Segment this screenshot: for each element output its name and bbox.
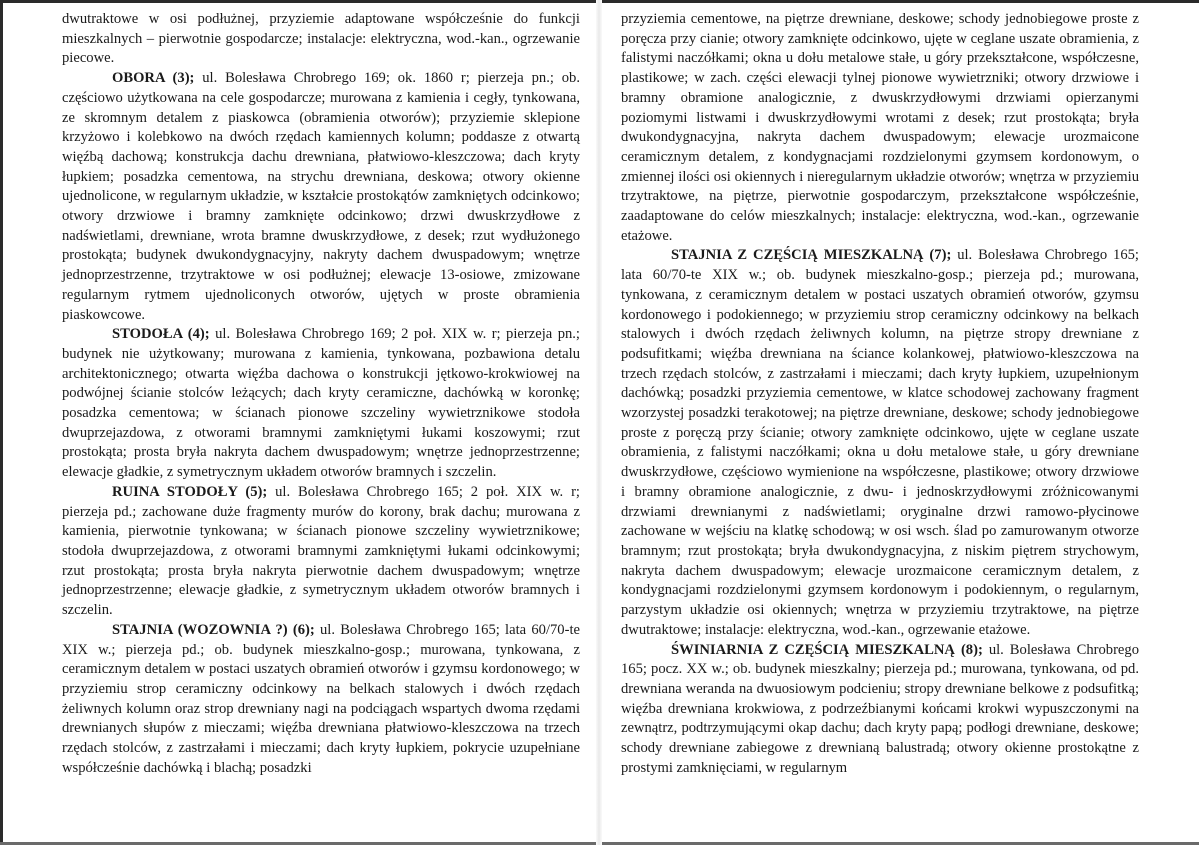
entry-body: ul. Bolesława Chrobrego 165; lata 60/70-te XIX w.; pierzeja pd.; ob. budynek mieszkalno-gosp.; murowana, tynkowana, z ceramicznym detalem w postaci uszatych obramień otworów i gzymsu kordonowego; w przyziemiu strop ceramiczny odcinkowy na belkach stalowych i dwóch rzędach żeliwnych kolumn oraz strop drewniany nagi na podciągach wspartych dwoma rzędami drewnianych słupów z mieczami; więźba drewniana płatwiowo-kleszczowa na trzech rzędach stolców, z zastrzałami i mieczami; dach kryty łupkiem, pokrycie uzupełniane współcześnie dachówką i blachą; posadzki [62,621,580,776]
entry-heading: STAJNIA Z CZĘŚCIĄ MIESZKALNĄ (7); [671,247,952,264]
entry-heading: ŚWINIARNIA Z CZĘŚCIĄ MIESZKALNĄ (8); [671,641,983,658]
entry-heading: STODOŁA (4); [112,326,210,343]
left-page-column [62,10,580,778]
entry-body: ul. Bolesława Chrobrego 165; lata 60/70-te XIX w.; ob. budynek mieszkalno-gosp.; pierzeja pd.; murowana, tynkowana, z ceramicznym detalem w postaci uszatych obramień otworów, gzymsu kordonowego i podokiennego; w przyziemiu strop ceramiczny odcinkowy na belkach stalowych i dwóch rzędach żeliwnych kolumn, na piętrze stropy drewniane z podsufitkami; więźba drewniana na ściance kolankowej, płatwiowo-kleszczowa na trzech rzędach stolców, z zastrzałami i mieczami; dach kryty łupkiem, uzupełnionym dachówką; posadzki przyziemia cementowe, w klatce schodowej zachowany fragment wzorzystej posadzki terakotowej; na piętrze drewniane, deskowe; schody jednobiegowe proste z poręczą przy ścianie; otwory zamknięte odcinkowo, ujęte w ceglane uszate obramienia, z falistymi naczółkami; okna u dołu metalowe stałe, u góry drewniane dwuskrzydłowe, częściowo wymienione na współczesne, plastikowe; otwory drzwiowe i bramny obramione analogicznie, z dwu- i jednoskrzydłowymi zróżnicowanymi drzwiami drewnianymi z nadświetlami; oryginalne drzwi ramowo-płycinowe zachowane w wejściu na klatkę schodową; w osi wsch. ślad po zamurowanym otworze bramnym; rzut prostokąta; bryła dwukondygnacyjna, z niskim piętrem strychowym, nakryta dachem dwuspadowym; elewacje urozmaicone ceramicznym detalem, z kondygnacjami rozdzielonymi gzymsem kordonowym i podokiennym, o regularnym, parzystym układzie osi okiennych; wnętrza w przyziemiu trzytraktowe, na piętrze dwutraktowe; instalacje: elektryczna, wod.-kan., ogrzewanie etażowe. [621,247,1139,638]
entry-body: ul. Bolesława Chrobrego 165; pocz. XX w.; ob. budynek mieszkalny; pierzeja pd.; murowana, tynkowana, od pd. drewniana weranda na dwuosiowym podcieniu; stropy drewniane belkowe z podsufitką; więźba drewniana krokwiowa, z podrzeźbianymi końcami krokwi wypuszczonymi na zewnątrz, podtrzymującymi okap dachu; dach kryty papą; podłogi drewniane, deskowe; schody drewniane zabiegowe z drewnianą balustradą; otwory okienne prostokątne z prostymi zamknięciami, w regularnym [621,641,1139,776]
entry-stajnia-wozownia [62,621,580,779]
entry-obora [62,69,580,325]
entry-heading: RUINA STODOŁY (5); [112,483,268,500]
right-intro-paragraph: przyziemia cementowe, na piętrze drewniane, deskowe; schody jednobiegowe proste z poręcza przy cianie; otwory zamknięte odcinkowo, ujęte w ceglane uszate obramienia, z falistymi naczółkami; okna u dołu metalowe stałe, u góry przekształcone, współczesne, plastikowe; w zach. części elewacji tylnej pionowe wywietrzniki; otwory drzwiowe i bramny obramione analogicznie, z dwuskrzydłowymi drzwiami opierzanymi poziomymi listwami i dwuskrzydłowymi wrotami z desek; rzut prostokąta; bryła dwukondygnacyjna, nakryta dachem dwuspadowym; elewacje urozmaicone ceramicznym detalem, z kondygnacjami rozdzielonymi gzymsem kordonowym, o zmiennej ilości osi okiennych i nieregularnym układzie otworów; wnętrza w przyziemiu trzytraktowe, na piętrze, pierwotnie gospodarczym, przekształcone współcześnie, zaadaptowane do celów mieszkalnych; instalacje: elektryczna, wod.-kan., ogrzewanie etażowe. [621,11,1139,244]
page-gutter [596,0,602,845]
entry-stodola [62,325,580,483]
entry-heading: STAJNIA (WOZOWNIA ?) (6); [112,621,315,638]
entry-body: ul. Bolesława Chrobrego 165; 2 poł. XIX w. r; pierzeja pd.; zachowane duże fragmenty murów do korony, brak dachu; murowana z kamienia, pierwotnie tynkowana; w ścianach pionowe szczeliny wywietrznikowe; stodoła dwuprzejazdowa, z otworami bramnymi zamkniętymi łukami odcinkowymi; rzut prostokąta; prosta bryła nakryta pierwotnie dachem dwuspadowym; wnętrze jednoprzestrzenne; elewacje gładkie, z symetrycznym układem otworów bramnych i szczelin. [62,483,580,619]
entry-body: ul. Bolesława Chrobrego 169; 2 poł. XIX w. r; pierzeja pn.; budynek nie użytkowany; murowana z kamienia, tynkowana, pozbawiona detalu architektonicznego; otwarta więźba dachowa o konstrukcji jętkowo-krokwiowej na podwójnej ścianie stolców leżących; dach kryty ceramiczne, dachówką w koronkę; posadzka cementowa; w ścianach pionowe szczeliny wywietrznikowe stodoła dwuprzejazdowa, z otworami bramnymi zamkniętymi łukami koszowymi; rzut prostokąta; prosta bryła nakryta dachem dwuspadowym; wnętrze jednoprzestrzenne; elewacje gładkie, z symetrycznym układem otworów bramnych i szczelin. [62,326,580,481]
entry-swiniarnia [621,641,1139,779]
entry-body: ul. Bolesława Chrobrego 169; ok. 1860 r; pierzeja pn.; ob. częściowo użytkowana na cele gospodarcze; murowana z kamienia i cegły, tynkowana, ze skromnym detalem z piaskowca (obramienia otworów); przyziemie sklepione krzyżowo i kolebkowo na dwóch rzędach kamiennych kolumn; poddasze z otwartą więźbą dachową; konstrukcja dachu drewniana, płatwiowo-kleszczowa; dach kryty łupkiem; posadzka cementowa, na strychu drewniana, deskowa; otwory okienne ujednolicone, w regularnym układzie, w kształcie prostokątów zamkniętych odcinkowo; otwory drzwiowe i bramny zamknięte odcinkowo; drzwi dwuskrzydłowe z nadświetlami, drewniane, wrota bramne dwuskrzydłowe, z desek; rzut wydłużonego prostokąta; budynek dwukondygnacyjny, nakryty dachem dwuspadowym; wnętrze jednoprzestrzenne, trzytraktowe w osi podłużnej; elewacje 13-osiowe, zmizowane regularnym rytmem ujednoliconych otworów, ujętych w proste obramienia piaskowcowe. [62,70,580,323]
entry-stajnia-mieszkalna [621,246,1139,640]
entry-heading: OBORA (3); [112,70,195,87]
left-intro-paragraph: dwutraktowe w osi podłużnej, przyziemie adaptowane współcześnie do funkcji mieszkalnych – pierwotnie gospodarcze; instalacje: elektryczna, wod.-kan., ogrzewanie piecowe. [62,11,580,67]
right-page-column [621,10,1139,778]
entry-ruina-stodoly [62,483,580,621]
scan-edge-left [0,0,3,845]
